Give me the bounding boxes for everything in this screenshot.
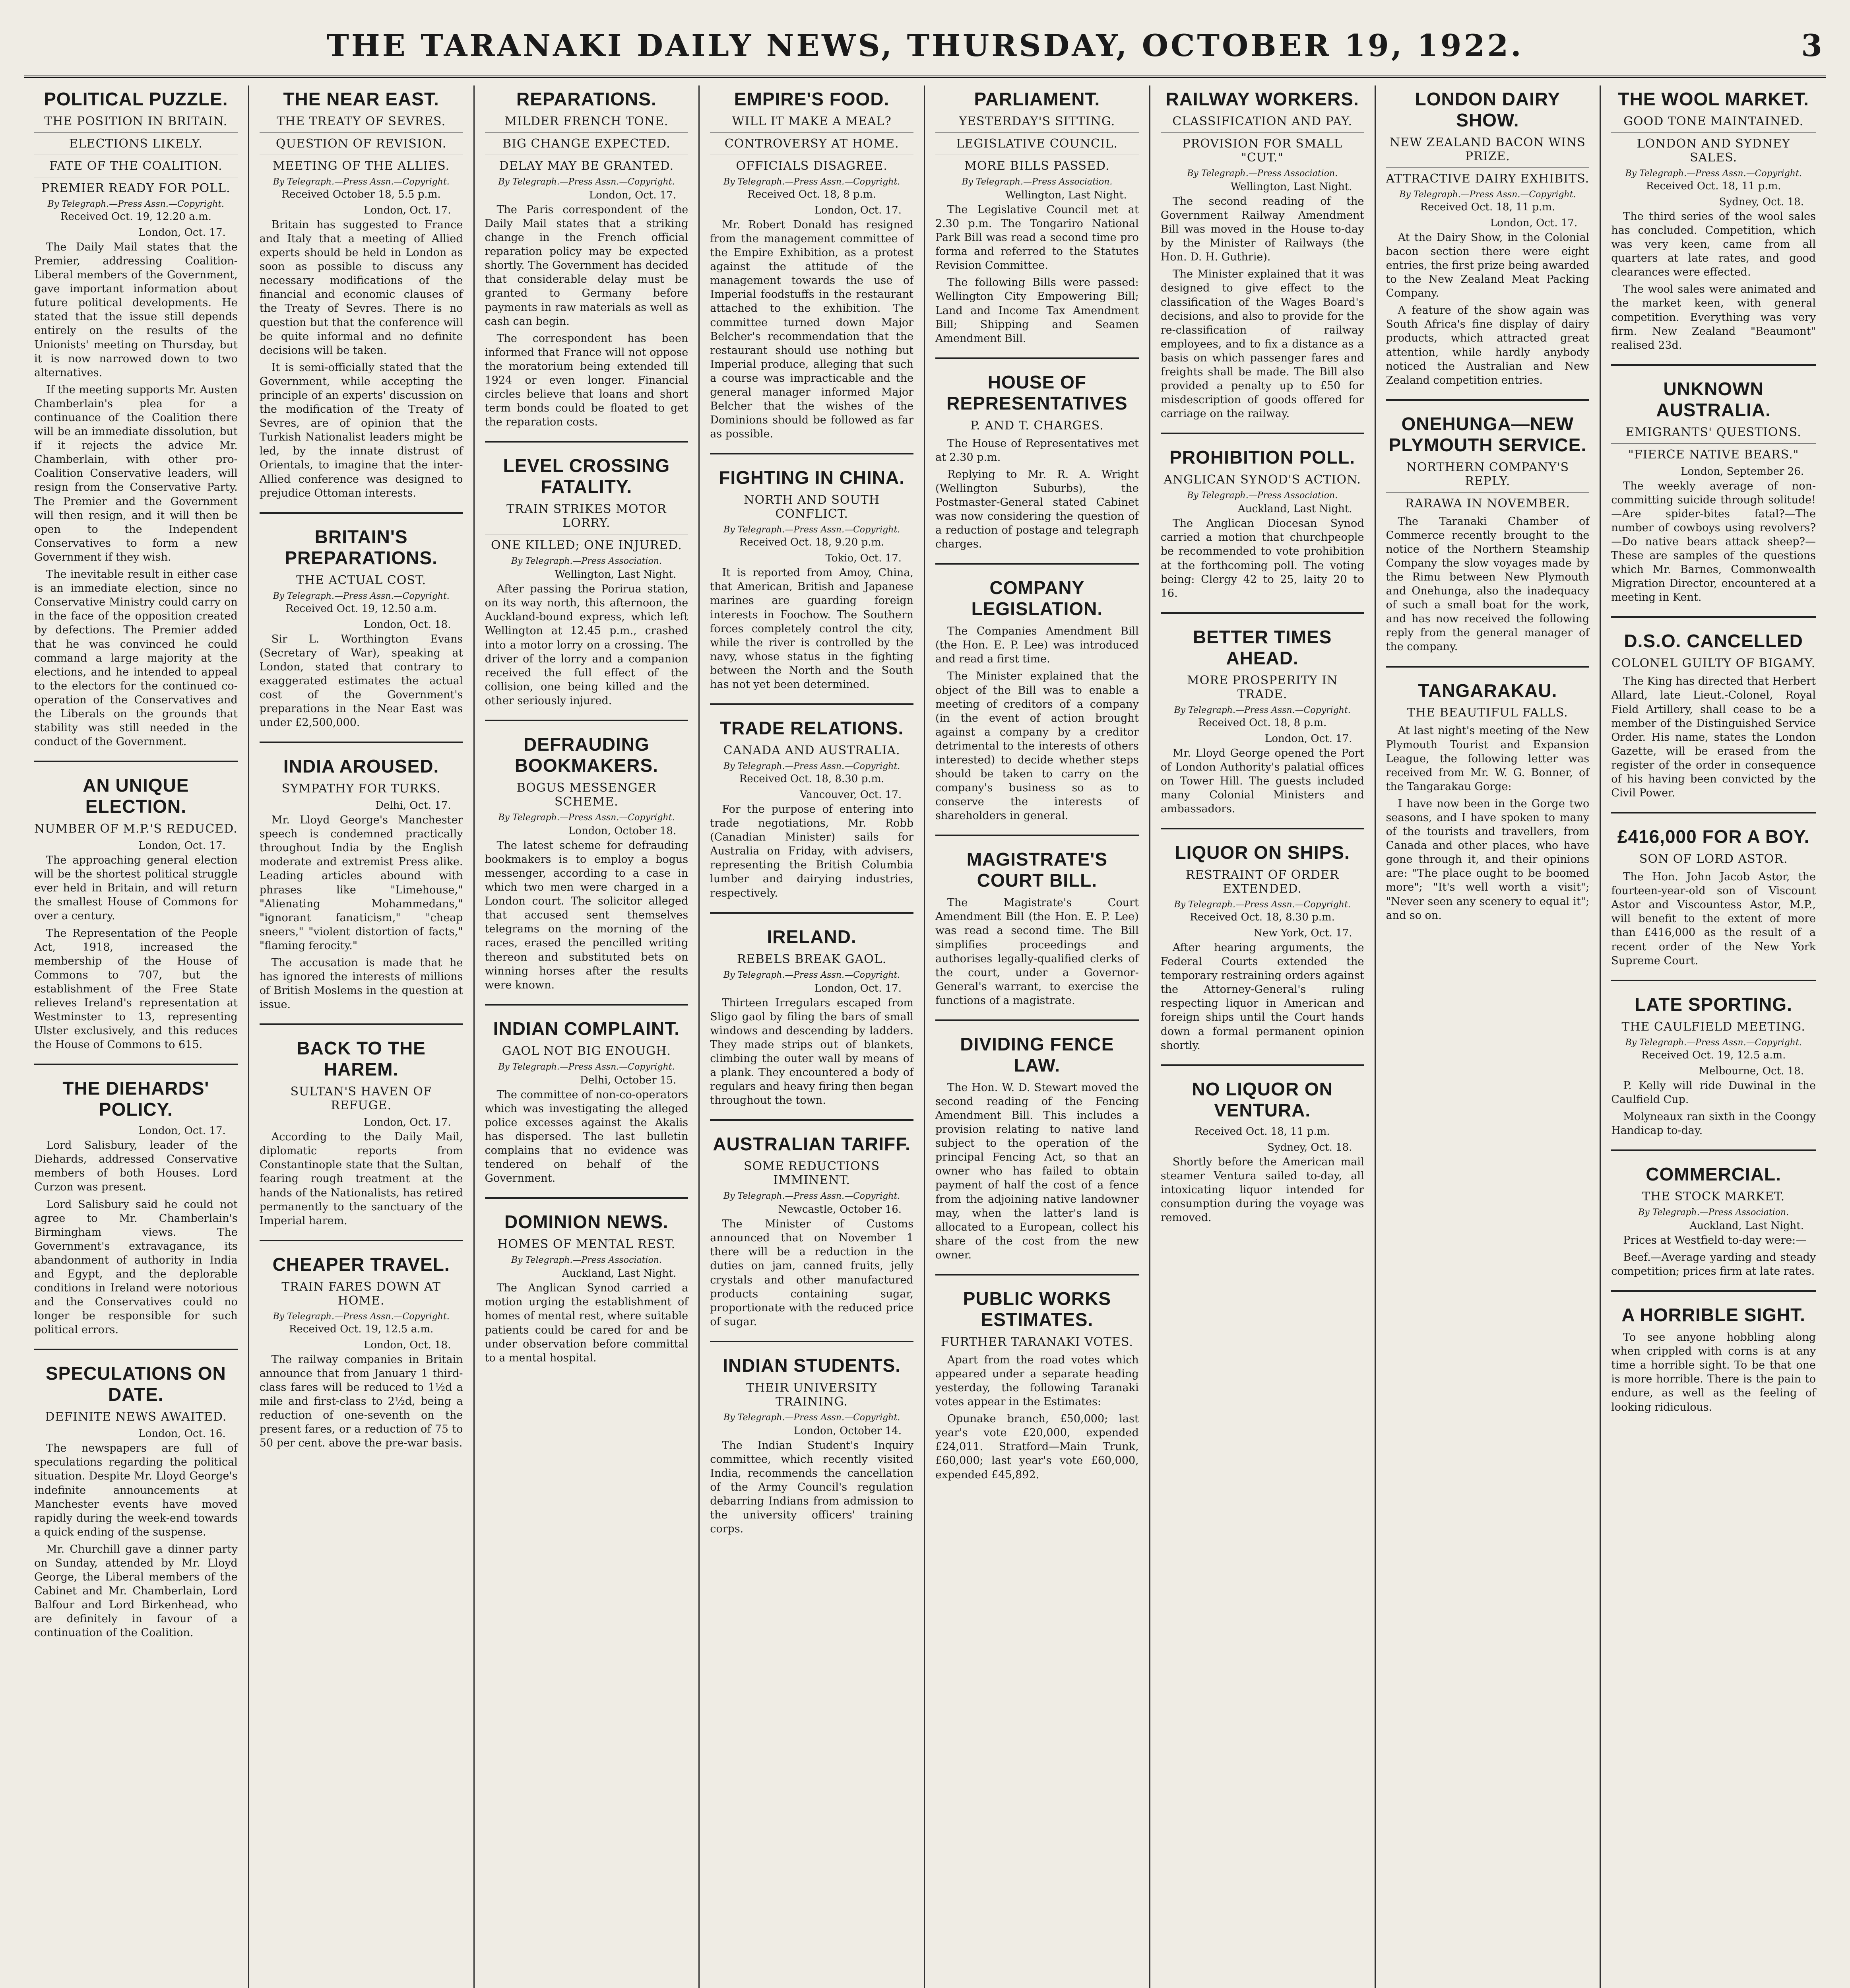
article-subheading: SYMPATHY FOR TURKS.	[281, 782, 441, 796]
press-credit: By Telegraph.—Press Assn.—Copyright.	[498, 812, 675, 823]
article-headline: POLITICAL PUZZLE.	[44, 89, 228, 109]
article	[1611, 1149, 1816, 1278]
article	[935, 357, 1139, 551]
article-headline: REPARATIONS.	[516, 89, 657, 109]
article	[260, 742, 463, 1011]
article-headline: COMMERCIAL.	[1646, 1164, 1781, 1184]
article-subheading: LONDON AND SYDNEY SALES.	[1611, 132, 1816, 165]
article-headline: COMPANY LEGISLATION.	[971, 577, 1103, 619]
press-credit: By Telegraph.—Press Assn.—Copyright.	[723, 970, 900, 980]
article-subheading: REBELS BREAK GAOL.	[737, 952, 887, 966]
article-paragraph: After passing the Porirua station, on its way north, this afternoon, the Auckland-bound express, which left Wellington at 12.45 p.m., crashed into a motor lorry on a crossing. The driver of the lorry and a companion received the full effect of the collision, one being killed and the other seriously injured.	[485, 583, 688, 707]
article-headline: ONEHUNGA—NEW PLYMOUTH SERVICE.	[1388, 413, 1587, 455]
article-paragraph: At last night's meeting of the New Plymouth Tourist and Expansion League, the following letter was received from Mr. W. G. Bonner, of the Tangarakau Gorge:	[1386, 724, 1590, 793]
dateline: London, Oct. 17.	[364, 204, 451, 216]
dateline: London, Oct. 16.	[138, 1428, 226, 1440]
article-paragraph: The Daily Mail states that the Premier, addressing Coalition-Liberal members of the Government, gave important information about future political developments. He stated that the issue still depends entirely on the results of the Unionists' meeting on Thursday, but it is now narrowed down to two alternatives.	[34, 241, 238, 379]
article	[485, 1004, 688, 1186]
article	[260, 1240, 463, 1450]
dateline: London, Oct. 17.	[138, 840, 226, 852]
article-subheading: CANADA AND AUSTRALIA.	[723, 744, 900, 758]
article-paragraph: The Minister explained that it was designed to give effect to the classification of the Wages Board's decisions, and also to provide for the re-classification of railway employees, and to fix a distance as a basis on which passenger fares and freights shall be made. The Bill also provided a penalty up to £50 for misdescription of goods offered for carriage on the railway.	[1160, 268, 1364, 420]
press-credit: By Telegraph.—Press Assn.—Copyright.	[273, 177, 450, 187]
article	[34, 761, 238, 1052]
article	[1611, 812, 1816, 968]
article-headline: PARLIAMENT.	[974, 89, 1100, 109]
article	[710, 1341, 913, 1536]
article-subheading: RARAWA IN NOVEMBER.	[1386, 492, 1590, 511]
article-headline: HOUSE OF REPRESENTATIVES	[946, 371, 1128, 414]
article	[260, 89, 463, 500]
article-subheading: SON OF LORD ASTOR.	[1639, 852, 1788, 866]
dateline: Auckland, Last Night.	[1689, 1219, 1804, 1232]
dateline: London, Oct. 17.	[1490, 217, 1578, 229]
article-subheading: NEW ZEALAND BACON WINS PRIZE.	[1389, 135, 1586, 163]
received-time: Received Oct. 18, 11 p.m.	[1420, 201, 1555, 213]
article-paragraph: The King has directed that Herbert Allard, late Lieut.-Colonel, Royal Field Artillery, shall cease to be a member of the Distinguished Service Order. His name, states the London Gazette, will be erased from the register of the order in consequence of his having been convicted by the Civil Power.	[1611, 675, 1816, 800]
article-paragraph: For the purpose of entering into trade negotiations, Mr. Robb (Canadian Minister) sails for Australia on Friday, with advisers, representing the British Columbia lumber and dairying industries, respectively.	[710, 803, 913, 899]
dateline: Tokio, Oct. 17.	[825, 552, 902, 565]
article-subheading: PROVISION FOR SMALL "CUT."	[1161, 132, 1364, 165]
article-subheading: NUMBER OF M.P.'S REDUCED.	[34, 822, 238, 836]
article-paragraph: A feature of the show again was South Africa's fine display of dairy products, which attracted great attention, while hardly anybody noticed the Australian and New Zealand competition entries.	[1386, 304, 1590, 386]
article-subheading: BIG CHANGE EXPECTED.	[485, 132, 688, 151]
press-credit: By Telegraph.—Press Assn.—Copyright.	[723, 761, 900, 772]
article	[34, 89, 238, 749]
article-paragraph: The House of Representatives met at 2.30 p.m.	[935, 437, 1139, 464]
dateline: London, Oct. 17.	[138, 226, 226, 239]
article-paragraph: Sir L. Worthington Evans (Secretary of War), speaking at London, stated that contrary to exaggerated estimates the actual cost of the Government's preparations in the Near East was under £2,500,000.	[259, 633, 463, 729]
article-headline: TRADE RELATIONS.	[719, 718, 904, 739]
article-headline: D.S.O. CANCELLED	[1624, 631, 1803, 652]
article-paragraph: According to the Daily Mail, diplomatic reports from Constantinople state that the Sultan, fearing rough treatment at the hands of the Nationalists, has retired permanently to the sanctuary of the Imperial harem.	[259, 1131, 463, 1227]
press-credit: By Telegraph.—Press Assn.—Copyright.	[47, 199, 225, 209]
press-credit: By Telegraph.—Press Assn.—Copyright.	[273, 1311, 450, 1322]
article-paragraph: Mr. Lloyd George's Manchester speech is condemned practically throughout India by the English moderate and extremist Press alike. Leading articles abound with phrases like "Limehouse," "Alienating Mohammedans," "ignorant fanaticism," "cheap sneers," "violent distortion of facts," "flaming ferocity."	[259, 814, 463, 952]
article-headline: BRITAIN'S PREPARATIONS.	[285, 526, 438, 568]
article-subheading: THE STOCK MARKET.	[1642, 1189, 1785, 1204]
article-headline: RAILWAY WORKERS.	[1165, 89, 1359, 109]
article	[485, 1197, 688, 1365]
news-column	[700, 85, 925, 1988]
article-headline: A HORRIBLE SIGHT.	[1621, 1305, 1805, 1326]
article-headline: MAGISTRATE'S COURT BILL.	[966, 849, 1108, 891]
article-paragraph: The Representation of the People Act, 1918, increased the membership of the House of Commons to 707, but the establishment of the Free State relieves Ireland's representation at Westminster to 13, representing Ulster exclusively, and this reduces the House of Commons to 615.	[34, 927, 238, 1051]
article-headline: DEFRAUDING BOOKMAKERS.	[514, 734, 658, 776]
dateline: London, Oct. 17.	[589, 189, 677, 201]
news-column	[1601, 85, 1826, 1988]
article-headline: LIQUOR ON SHIPS.	[1175, 842, 1350, 863]
article-headline: DIVIDING FENCE LAW.	[960, 1033, 1114, 1076]
article-paragraph: Molyneaux ran sixth in the Coongy Handicap to-day.	[1611, 1110, 1816, 1137]
article-paragraph: The accusation is made that he has ignored the interests of millions of British Moslems in the question at issue.	[259, 957, 463, 1011]
article-headline: PUBLIC WORKS ESTIMATES.	[963, 1288, 1111, 1330]
dateline: Delhi, October 15.	[580, 1074, 677, 1086]
article	[710, 912, 913, 1108]
article-headline: BETTER TIMES AHEAD.	[1193, 626, 1332, 668]
article-headline: THE WOOL MARKET.	[1618, 89, 1809, 109]
dateline: London, Oct. 17.	[138, 1125, 226, 1137]
article-paragraph: The Hon. W. D. Stewart moved the second reading of the Fencing Amendment Bill. This includes a provision relating to native land subject to the operation of the principal Fencing Act, so that an owner who has failed to obtain payment of half the cost of a fence from the adjoining native landowner may, when the latter's land is allocated to a European, collect his share of the cost from the new owner.	[935, 1081, 1139, 1261]
article-paragraph: The following Bills were passed: Wellington City Empowering Bill; Land and Income Tax Amendment Bill; Shipping and Seamen Amendment Bill.	[935, 276, 1139, 345]
article-paragraph: If the meeting supports Mr. Austen Chamberlain's plea for a continuance of the Coalition there will be an immediate dissolution, but if it rejects the advice Mr. Chamberlain, with other pro-Coalition Conservative leaders, will resign from the Conservative Party. The Premier and the Government will then resign, and it will then be open to the Independent Conservatives to form a new Government if they wish.	[34, 383, 238, 563]
article-paragraph: Lord Salisbury, leader of the Diehards, addressed Conservative members of both Houses. Lord Curzon was present.	[34, 1139, 238, 1194]
page-number: 3	[1801, 28, 1822, 63]
article	[485, 720, 688, 992]
article-headline: IRELAND.	[767, 926, 857, 947]
article	[34, 1064, 238, 1337]
article-paragraph: It is semi-officially stated that the Government, while accepting the principle of an experts' discussion on the modification of the Treaty of Sevres, are of opinion that the Turkish Nationalist leaders might be led, by the innate distrust of Orientals, to imagine that the inter-Allied conference was designed to prejudice Ottoman interests.	[259, 361, 463, 499]
article-paragraph: Apart from the road votes which appeared under a separate heading yesterday, the following Taranaki votes appear in the Estimates:	[935, 1353, 1139, 1408]
article-paragraph: The wool sales were animated and the market keen, with general competition. Everything was very firm. New Zealand "Beaumont" realised 23d.	[1611, 283, 1816, 351]
article-paragraph: The latest scheme for defrauding bookmakers is to employ a bogus messenger, according to a case in which two men were charged in a London court. The solicitor alleged that accused sent themselves telegrams on the morning of the races, erased the pencilled writing thereon and substituted bets on winning horses after the results were known.	[485, 839, 688, 991]
article-subheading: SULTAN'S HAVEN OF REFUGE.	[290, 1085, 432, 1113]
article	[1611, 616, 1816, 800]
dateline: Sydney, Oct. 18.	[1719, 196, 1804, 208]
article-paragraph: Lord Salisbury said he could not agree to Mr. Chamberlain's Birmingham views. The Government's extravagance, its abandonment of authority in India and Egypt, and the deplorable conditions in Ireland were notorious and the Conservatives could no longer be responsible for such political errors.	[34, 1198, 238, 1336]
press-credit: By Telegraph.—Press Association.	[511, 1255, 662, 1266]
press-credit: By Telegraph.—Press Association.	[962, 177, 1113, 187]
press-credit: By Telegraph.—Press Assn.—Copyright.	[723, 1191, 900, 1202]
article-subheading: PREMIER READY FOR POLL.	[34, 177, 238, 195]
article-subheading: DEFINITE NEWS AWAITED.	[45, 1410, 227, 1424]
article-paragraph: The Hon. John Jacob Astor, the fourteen-year-old son of Viscount Astor and Viscountess Astor, M.P., will benefit to the extent of more than £416,000 as the result of a recent order of the New York Supreme Court.	[1611, 871, 1816, 967]
article-subheading: LEGISLATIVE COUNCIL.	[935, 132, 1139, 151]
article-paragraph: After hearing arguments, the Federal Courts extended the temporary restraining orders against the Attorney-General's ruling respecting liquor in American and foreign ships until the Court hands down a formal permanent opinion shortly.	[1160, 941, 1364, 1052]
received-time: Received October 18, 5.5 p.m.	[281, 188, 441, 200]
article-subheading: THE CAULFIELD MEETING.	[1621, 1019, 1805, 1034]
article-paragraph: The Taranaki Chamber of Commerce recently brought to the notice of the Northern Steamship Company the slow voyages made by the Rimu between New Plymouth and Onehunga, also the inadequacy of such a small boat for the work, and has now received the following reply from the general manager of the company.	[1386, 515, 1590, 653]
article-subheading: MORE BILLS PASSED.	[935, 155, 1139, 173]
article-headline: AUSTRALIAN TARIFF.	[713, 1134, 911, 1155]
dateline: Vancouver, Oct. 17.	[800, 789, 902, 801]
article-headline: PROHIBITION POLL.	[1169, 447, 1356, 468]
article	[1386, 399, 1590, 654]
received-time: Received Oct. 18, 11 p.m.	[1646, 180, 1781, 192]
dateline: London, October 14.	[793, 1425, 902, 1437]
dateline: New York, Oct. 17.	[1253, 927, 1352, 939]
article-paragraph: Mr. Lloyd George opened the Port of London Authority's palatial offices on Tower Hill. The guests included many Colonial Ministers and ambassadors.	[1160, 747, 1364, 815]
article	[1161, 89, 1364, 421]
article-paragraph: I have now been in the Gorge two seasons, and I have spoken to many of the tourists and travellers, from Canada and other places, who have gone through it, and their opinions are: "The place ought to be boomed more"; "It's well worth a visit"; "Never seen any scenery to equal it"; and so on.	[1386, 797, 1590, 922]
article-paragraph: The second reading of the Government Railway Amendment Bill was moved in the House to-day by the Minister of Railways (the Hon. D. H. Guthrie).	[1160, 195, 1364, 264]
article-subheading: WILL IT MAKE A MEAL?	[732, 114, 892, 128]
article-subheading: COLONEL GUILTY OF BIGAMY.	[1611, 656, 1816, 671]
article-subheading: NORTHERN COMPANY'S REPLY.	[1406, 460, 1569, 488]
news-column	[1150, 85, 1376, 1988]
article-paragraph: The weekly average of non-committing suicide through solitude!—Are spider-bites fatal?—The number of cowboys using revolvers?—Do native bears attack sheep?—These are samples of the questions which Mr. Barnes, Commonwealth Migration Director, encountered at a meeting in Kent.	[1611, 480, 1816, 604]
article-headline: FIGHTING IN CHINA.	[719, 467, 905, 488]
dateline: Sydney, Oct. 18.	[1267, 1141, 1352, 1153]
article-paragraph: The Minister of Customs announced that on November 1 there will be a reduction in the duties on jam, canned fruits, jelly crystals and other manufactured products containing sugar, proportionate with the reduced price of sugar.	[710, 1218, 913, 1328]
article-subheading: ATTRACTIVE DAIRY EXHIBITS.	[1386, 167, 1590, 186]
article-headline: INDIA AROUSED.	[283, 756, 439, 777]
article	[260, 1023, 463, 1227]
dateline: London, October 18.	[568, 825, 677, 837]
article-paragraph: The Indian Student's Inquiry committee, which recently visited India, recommends the cancellation of the Army Council's regulation debarring Indians from admission to the university officers' training corps.	[710, 1439, 913, 1536]
article-subheading: TRAIN FARES DOWN AT HOME.	[281, 1279, 441, 1308]
article-paragraph: The Minister explained that the object of the Bill was to enable a meeting of creditors of a company (in the event of action brought against a company by a creditor detrimental to the interests of others interested) to decide whether steps should be taken to carry on the company's business so as to conserve the interests of shareholders in general.	[935, 670, 1139, 822]
article-headline: THE NEAR EAST.	[283, 89, 439, 109]
dateline: London, Oct. 17.	[364, 1116, 451, 1129]
dateline: Auckland, Last Night.	[1237, 503, 1352, 515]
article-subheading: SOME REDUCTIONS IMMINENT.	[743, 1159, 880, 1188]
dateline: Newcastle, October 16.	[778, 1204, 902, 1216]
article-paragraph: The inevitable result in either case is an immediate election, since no Conservative Ministry could carry on in the face of the opposition created by defections. The Premier added that he was convinced he could command a large majority at the elections, and he intended to appeal to the electors for the continued co-operation of the Conservatives and the Liberals on the grounds that stability was still needed in the conduct of the Government.	[34, 568, 238, 748]
dateline: London, Oct. 17.	[814, 982, 902, 994]
article-headline: £416,000 FOR A BOY.	[1617, 826, 1810, 847]
received-time: Received Oct. 19, 12.5 a.m.	[1641, 1049, 1786, 1061]
article-paragraph: Thirteen Irregulars escaped from Sligo gaol by filing the bars of small windows and descending by ladders. They made strips out of blankets, climbing the outer wall by means of a plank. They encountered a body of regulars and heavy firing then began throughout the town.	[710, 996, 913, 1107]
dateline: London, Oct. 17.	[814, 204, 902, 216]
article-paragraph: The Companies Amendment Bill (the Hon. E. P. Lee) was introduced and read a first time.	[935, 625, 1139, 666]
news-column	[925, 85, 1150, 1988]
article-subheading: THEIR UNIVERSITY TRAINING.	[746, 1380, 878, 1409]
news-column	[1376, 85, 1601, 1988]
press-credit: By Telegraph.—Press Assn.—Copyright.	[723, 177, 900, 187]
press-credit: By Telegraph.—Press Assn.—Copyright.	[1174, 899, 1351, 910]
press-credit: By Telegraph.—Press Assn.—Copyright.	[723, 1412, 900, 1423]
article-paragraph: To see anyone hobbling along when crippled with corns is at any time a horrible sight. To be that one is more horrible. There is the pain to endure, as well as the feeling of looking ridiculous.	[1611, 1331, 1816, 1413]
article-subheading: DELAY MAY BE GRANTED.	[485, 155, 688, 173]
article	[1611, 364, 1816, 605]
article-subheading: ELECTIONS LIKELY.	[34, 132, 238, 151]
article	[710, 1119, 913, 1329]
article-subheading: GAOL NOT BIG ENOUGH.	[502, 1044, 671, 1058]
article-subheading: TRAIN STRIKES MOTOR LORRY.	[506, 502, 667, 530]
article-subheading: RESTRAINT OF ORDER EXTENDED.	[1185, 868, 1339, 896]
article-subheading: MORE PROSPERITY IN TRADE.	[1187, 673, 1338, 701]
received-time: Received Oct. 18, 11 p.m.	[1195, 1125, 1330, 1138]
article-headline: UNKNOWN AUSTRALIA.	[1656, 378, 1771, 420]
article-headline: CHEAPER TRAVEL.	[272, 1254, 450, 1275]
article	[1386, 89, 1590, 387]
article	[1386, 666, 1590, 922]
article-subheading: ANGLICAN SYNOD'S ACTION.	[1164, 473, 1361, 487]
article-subheading: CONTROVERSY AT HOME.	[710, 132, 913, 151]
article-subheading: YESTERDAY'S SITTING.	[959, 114, 1115, 128]
article	[935, 835, 1139, 1008]
press-credit: By Telegraph.—Press Assn.—Copyright.	[723, 525, 900, 535]
article-headline: TANGARAKAU.	[1418, 680, 1557, 701]
received-time: Received Oct. 18, 8.30 p.m.	[739, 773, 884, 785]
article-headline: SPECULATIONS ON DATE.	[46, 1363, 226, 1405]
article	[34, 1349, 238, 1640]
article-headline: THE DIEHARDS' POLICY.	[62, 1078, 209, 1120]
article-paragraph: The newspapers are full of speculations regarding the political situation. Despite Mr. Lloyd George's indefinite announcements at Manchester events have moved rapidly during the week-end towards a quick ending of the suspense.	[34, 1442, 238, 1538]
article-headline: BACK TO THE HAREM.	[297, 1038, 426, 1080]
article-subheading: THE POSITION IN BRITAIN.	[44, 114, 228, 128]
dateline: Wellington, Last Night.	[1005, 189, 1127, 201]
received-time: Received Oct. 19, 12.5 a.m.	[289, 1323, 434, 1335]
article-subheading: NORTH AND SOUTH CONFLICT.	[744, 493, 880, 521]
article-subheading: HOMES OF MENTAL REST.	[497, 1237, 676, 1252]
article-subheading: ONE KILLED; ONE INJURED.	[485, 534, 688, 552]
received-time: Received Oct. 18, 8.30 p.m.	[1190, 911, 1335, 923]
article-subheading: BOGUS MESSENGER SCHEME.	[516, 780, 657, 809]
article-headline: LEVEL CROSSING FATALITY.	[503, 455, 670, 497]
dateline: Wellington, Last Night.	[1230, 181, 1352, 193]
article-headline: EMPIRE'S FOOD.	[734, 89, 890, 109]
dateline: Auckland, Last Night.	[562, 1268, 677, 1280]
article-subheading: QUESTION OF REVISION.	[260, 132, 463, 151]
newspaper-title: THE TARANAKI DAILY NEWS, THURSDAY, OCTOBER 19, 1922.	[326, 28, 1524, 63]
article-paragraph: At the Dairy Show, in the Colonial bacon section there were eight entries, the first prize being awarded to the New Zealand Meat Packing Company.	[1386, 231, 1590, 300]
article-paragraph: Beef.—Average yarding and steady competition; prices firm at late rates.	[1611, 1251, 1816, 1278]
article	[1161, 612, 1364, 816]
article	[485, 441, 688, 708]
article-paragraph: The Legislative Council met at 2.30 p.m. The Tongariro National Park Bill was read a second time pro forma and referred to the Statutes Revision Committee.	[935, 203, 1139, 272]
article	[1161, 828, 1364, 1052]
dateline: Melbourne, Oct. 18.	[1699, 1065, 1804, 1077]
article	[1161, 1064, 1364, 1225]
article-paragraph: Prices at Westfield to-day were:—	[1623, 1234, 1807, 1246]
news-columns	[24, 85, 1826, 1988]
article	[710, 703, 913, 900]
article-subheading: GOOD TONE MAINTAINED.	[1623, 114, 1804, 128]
received-time: Received Oct. 19, 12.50 a.m.	[285, 602, 437, 615]
press-credit: By Telegraph.—Press Assn.—Copyright.	[1625, 1037, 1802, 1048]
article-paragraph: The Paris correspondent of the Daily Mail states that a striking change in the French official reparation policy may be expected shortly. The Government has decided that considerable delay must be granted to Germany before payments in raw materials as well as cash can begin.	[485, 203, 688, 328]
received-time: Received Oct. 19, 12.20 a.m.	[60, 210, 211, 223]
press-credit: By Telegraph.—Press Assn.—Copyright.	[498, 1062, 675, 1072]
article-paragraph: The third series of the wool sales has concluded. Competition, which was very keen, came from all quarters at late rates, and good clearances were effected.	[1611, 210, 1816, 279]
press-credit: By Telegraph.—Press Assn.—Copyright.	[1625, 168, 1802, 179]
article	[935, 89, 1139, 346]
article-paragraph: The railway companies in Britain announce that from January 1 third-class fares will be reduced to 1½d a mile and first-class to 2½d, being a reduction of one-seventh on the present fares, or a reduction of 75 to 50 per cent. above the pre-war basis.	[259, 1353, 463, 1450]
article-paragraph: It is reported from Amoy, China, that American, British and Japanese marines are guarding foreign interests in Foochow. The Southern forces completely control the city, while the river is controlled by the navy, whose status in the fighting between the North and the South has not yet been determined.	[710, 567, 913, 691]
article	[710, 89, 913, 441]
article-headline: INDIAN COMPLAINT.	[493, 1018, 680, 1039]
article-headline: AN UNIQUE ELECTION.	[83, 775, 189, 817]
article-subheading: OFFICIALS DISAGREE.	[710, 155, 913, 173]
press-credit: By Telegraph.—Press Assn.—Copyright.	[1399, 189, 1576, 200]
article-paragraph: The Anglican Diocesan Synod carried a motion that churchpeople be recommended to vote prohibition at the forthcoming poll. The voting being: Clergy 42 to 25, laity 20 to 16.	[1160, 517, 1364, 600]
press-credit: By Telegraph.—Press Association.	[1187, 491, 1338, 501]
article-paragraph: The correspondent has been informed that France will not oppose the moratorium being extended till 1924 or even longer. Financial circles believe that loans and short term bonds could be floated to get the reparation costs.	[485, 332, 688, 429]
dateline: London, Oct. 18.	[364, 1339, 451, 1351]
article-paragraph: The Anglican Synod carried a motion urging the establishment of homes of mental rest, where suitable patients could be cared for and be under observation before committal to a mental hospital.	[485, 1282, 688, 1364]
news-column	[475, 85, 700, 1988]
received-time: Received Oct. 18, 8 p.m.	[1198, 716, 1327, 729]
article	[935, 1019, 1139, 1262]
article-subheading: "FIERCE NATIVE BEARS."	[1611, 443, 1816, 462]
article-subheading: CLASSIFICATION AND PAY.	[1172, 114, 1352, 128]
press-credit: By Telegraph.—Press Association.	[511, 556, 662, 567]
article	[260, 512, 463, 730]
article-headline: NO LIQUOR ON VENTURA.	[1192, 1078, 1333, 1120]
article-subheading: THE ACTUAL COST.	[296, 573, 427, 587]
dateline: Delhi, Oct. 17.	[375, 800, 451, 812]
press-credit: By Telegraph.—Press Association.	[1638, 1207, 1789, 1217]
article-subheading: THE TREATY OF SEVRES.	[277, 114, 446, 128]
received-time: Received Oct. 18, 9.20 p.m.	[739, 536, 884, 549]
dateline: London, September 26.	[1681, 465, 1804, 478]
article	[1611, 1290, 1816, 1414]
article	[935, 563, 1139, 823]
article-subheading: P. AND T. CHARGES.	[970, 418, 1104, 433]
article-paragraph: The committee of non-co-operators which was investigating the alleged police excesses against the Akalis has dispersed. The last bulletin complains that no evidence was tendered on behalf of the Government.	[485, 1088, 688, 1185]
article-headline: INDIAN STUDENTS.	[723, 1355, 901, 1376]
article-paragraph: Replying to Mr. R. A. Wright (Wellington Suburbs), the Postmaster-General stated Cabinet was now considering the question of a reduction of postage and telegraph charges.	[935, 468, 1139, 551]
article-paragraph: The approaching general election will be the shortest political struggle ever held in Britain, and will return the smallest House of Commons for over a century.	[34, 854, 238, 922]
article-paragraph: Shortly before the American mail steamer Ventura sailed to-day, all intoxicating liquor intended for consumption during the voyage was removed.	[1160, 1155, 1364, 1224]
article	[1611, 89, 1816, 352]
article	[1161, 433, 1364, 600]
article-paragraph: Opunake branch, £50,000; last year's vote £20,000, expended £24,011. Stratford—Main Trunk, £60,000; last year's vote £60,000, expended £45,892.	[935, 1413, 1139, 1481]
article-paragraph: The Magistrate's Court Amendment Bill (the Hon. E. P. Lee) was read a second time. The Bill simplifies proceedings and authorises legally-qualified clerks of the court, under a Governor-General's warrant, to exercise the functions of a magistrate.	[935, 897, 1139, 1007]
article-subheading: FURTHER TARANAKI VOTES.	[941, 1335, 1133, 1349]
article-paragraph: Mr. Churchill gave a dinner party on Sunday, attended by Mr. Lloyd George, the Liberal members of the Cabinet and Mr. Chamberlain, Lord Balfour and Lord Birkenhead, who are definitely in favour of a continuation of the Coalition.	[34, 1543, 238, 1639]
article-paragraph: P. Kelly will ride Duwinal in the Caulfield Cup.	[1611, 1079, 1816, 1106]
press-credit: By Telegraph.—Press Assn.—Copyright.	[1174, 705, 1351, 715]
article-paragraph: Mr. Robert Donald has resigned from the management committee of the Empire Exhibition, as a protest against the attitude of the management towards the use of Imperial foodstuffs in the restaurant attached to the exhibition. The committee turned down Major Belcher's recommendation that the restaurant should use nothing but Imperial produce, alleging that such a course was impracticable and the general manager informed Major Belcher that the wishes of the Dominions should be followed as far as possible.	[710, 218, 913, 441]
article-subheading: FATE OF THE COALITION.	[34, 155, 238, 173]
masthead	[24, 16, 1826, 78]
article-headline: LONDON DAIRY SHOW.	[1415, 89, 1561, 130]
news-column	[24, 85, 249, 1988]
article-headline: LATE SPORTING.	[1635, 994, 1792, 1015]
press-credit: By Telegraph.—Press Association.	[1187, 168, 1338, 179]
press-credit: By Telegraph.—Press Assn.—Copyright.	[498, 177, 675, 187]
article-paragraph: Britain has suggested to France and Italy that a meeting of Allied experts should be held in London as soon as possible to discuss any necessary modifications of the financial and economic clauses of the Treaty of Sevres. There is no question but that the conference will be quite informal and no definite decisions will be taken.	[259, 218, 463, 357]
article-headline: DOMINION NEWS.	[504, 1211, 669, 1233]
article-subheading: EMIGRANTS' QUESTIONS.	[1625, 425, 1802, 439]
dateline: Wellington, Last Night.	[555, 569, 677, 581]
article	[710, 453, 913, 691]
article-subheading: THE BEAUTIFUL FALLS.	[1407, 706, 1568, 720]
press-credit: By Telegraph.—Press Assn.—Copyright.	[273, 591, 450, 601]
news-column	[249, 85, 475, 1988]
article	[1611, 980, 1816, 1138]
received-time: Received Oct. 18, 8 p.m.	[747, 188, 876, 200]
article	[485, 89, 688, 429]
article-subheading: MEETING OF THE ALLIES.	[260, 155, 463, 173]
article	[935, 1274, 1139, 1482]
dateline: London, Oct. 18.	[364, 618, 451, 631]
dateline: London, Oct. 17.	[1265, 732, 1352, 745]
article-subheading: MILDER FRENCH TONE.	[504, 114, 669, 128]
